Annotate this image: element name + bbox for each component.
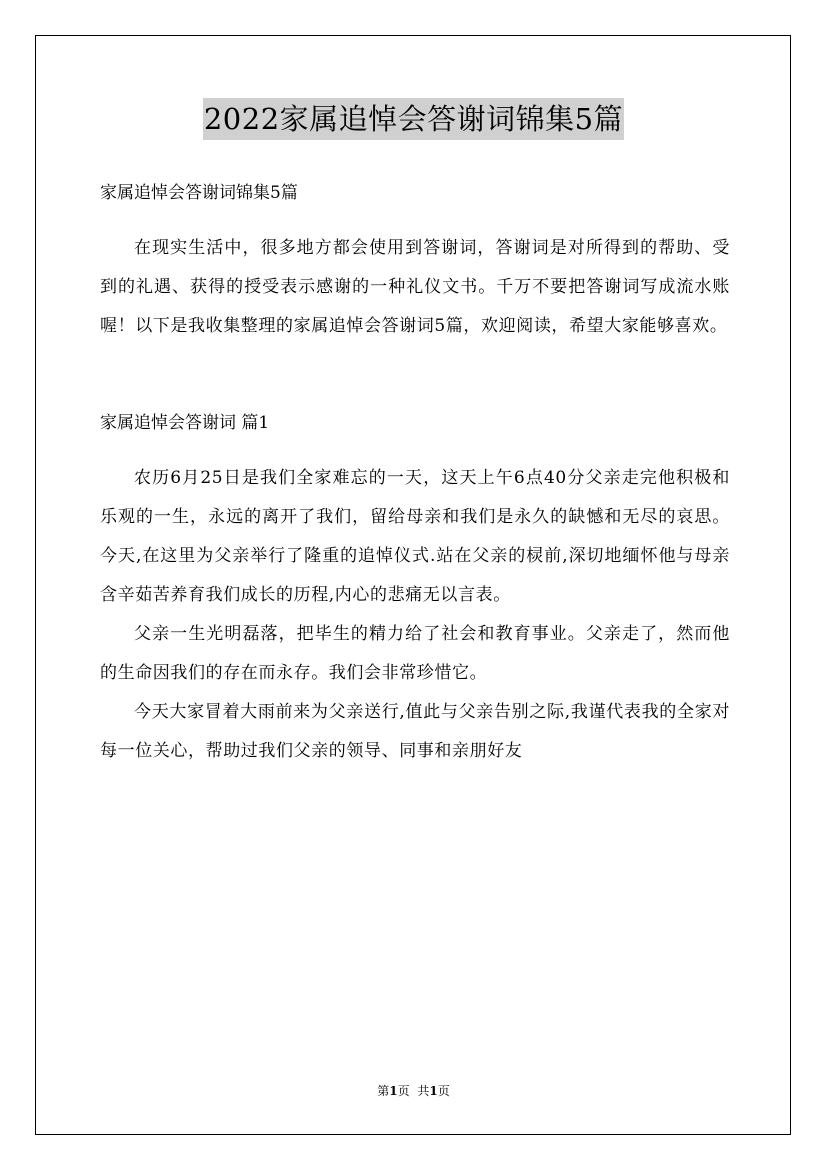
spacer [100, 346, 730, 406]
footer-total-number: 1 [429, 1084, 438, 1098]
section-1-paragraph-3: 今天大家冒着大雨前来为父亲送行,值此与父亲告别之际,我谨代表我的全家对每一位关心，帮助过我们父亲的领导、同事和亲朋好友 [100, 702, 730, 761]
footer-page-suffix: 页 [397, 1084, 410, 1098]
footer-page-prefix: 第 [377, 1084, 390, 1098]
page-footer [0, 1083, 827, 1099]
spacer [100, 440, 730, 459]
footer-page-number: 1 [389, 1084, 398, 1098]
section-1-heading: 家属追悼会答谢词 篇1 [100, 413, 270, 433]
document-body [100, 176, 730, 771]
document-title-wrapper [0, 98, 827, 140]
section-1-paragraph-2: 父亲一生光明磊落，把毕生的精力给了社会和教育事业。父亲走了，然而他的生命因我们的存在而永存。我们会非常珍惜它。 [100, 624, 730, 683]
spacer [100, 210, 730, 229]
section-1-paragraph-1: 农历6月25日是我们全家难忘的一天，这天上午6点40分父亲走完他积极和乐观的一生，永远的离开了我们，留给母亲和我们是永久的缺憾和无尽的哀思。今天,在这里为父亲举行了隆重的追悼仪式.站在父亲的棂前,深切地缅怀他与母亲含辛茹苦养育我们成长的历程,内心的悲痛无以言表。 [100, 468, 730, 605]
document-title: 2022家属追悼会答谢词锦集5篇 [203, 98, 624, 140]
document-subtitle: 家属追悼会答谢词锦集5篇 [100, 183, 298, 203]
footer-total-prefix: 共 [417, 1084, 430, 1098]
footer-total-suffix: 页 [437, 1084, 450, 1098]
intro-paragraph: 在现实生活中，很多地方都会使用到答谢词，答谢词是对所得到的帮助、受到的礼遇、获得的授受表示感谢的一种礼仪文书。千万不要把答谢词写成流水账喔！以下是我收集整理的家属追悼会答谢词5篇，欢迎阅读，希望大家能够喜欢。 [100, 238, 730, 336]
